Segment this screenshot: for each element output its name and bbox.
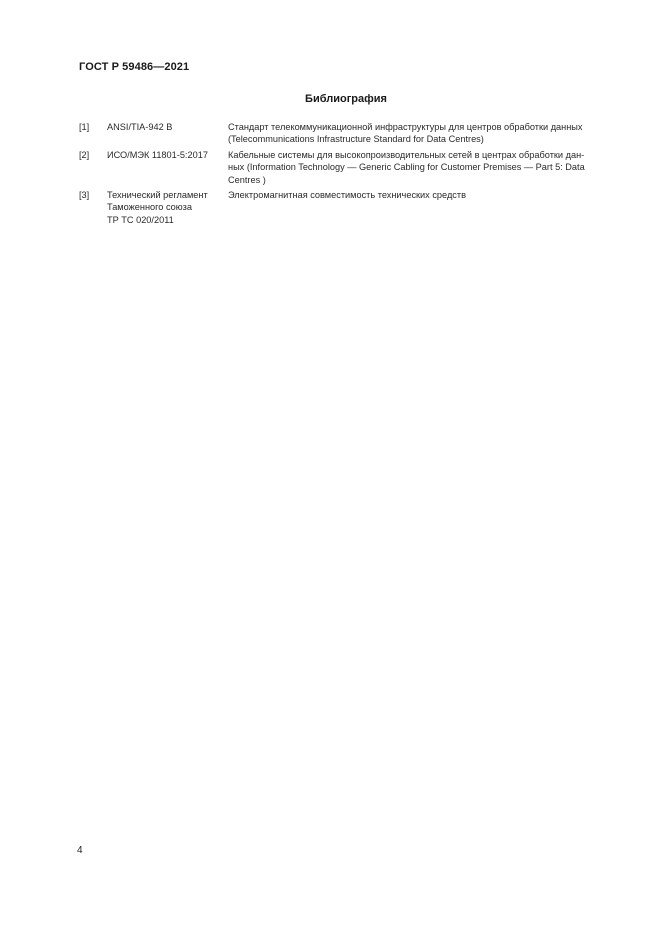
item-reference: [107, 121, 228, 146]
page-number: 4: [77, 845, 83, 856]
description-line: Стандарт телекоммуникационной инфраструктуры для центров обработки данных: [228, 122, 583, 132]
item-description: [228, 149, 619, 186]
reference-line: Таможенного союза: [107, 202, 192, 213]
item-number: [1]: [79, 122, 90, 132]
item-reference: [107, 149, 228, 186]
bibliography-item: [79, 121, 619, 146]
description-line: Centres ): [228, 174, 266, 185]
item-number: [2]: [79, 149, 90, 160]
reference-line: Технический регламент: [107, 190, 208, 201]
item-description: [228, 121, 619, 146]
item-reference: [107, 189, 228, 226]
bibliography-list: [79, 121, 619, 229]
section-title: Библиография: [305, 93, 387, 105]
bibliography-item: [79, 189, 619, 226]
description-line: Электромагнитная совместимость технических средств: [228, 190, 466, 201]
description-line: Кабельные системы для высокопроизводительных сетей в центрах обработки дан-: [228, 149, 585, 160]
reference-line: ТР ТС 020/2011: [107, 214, 174, 225]
description-line: ных (Information Technology — Generic Cabling for Customer Premises — Part 5: Data: [228, 162, 585, 173]
document-code: ГОСТ Р 59486—2021: [79, 61, 190, 73]
description-line: (Telecommunications Infrastructure Standard for Data Centres): [228, 134, 484, 145]
bibliography-item: [79, 149, 619, 186]
item-description: [228, 189, 619, 226]
reference-line: ANSI/TIA-942 B: [107, 122, 173, 132]
reference-line: ИСО/МЭК 11801-5:2017: [107, 149, 208, 160]
item-number: [3]: [79, 190, 90, 201]
